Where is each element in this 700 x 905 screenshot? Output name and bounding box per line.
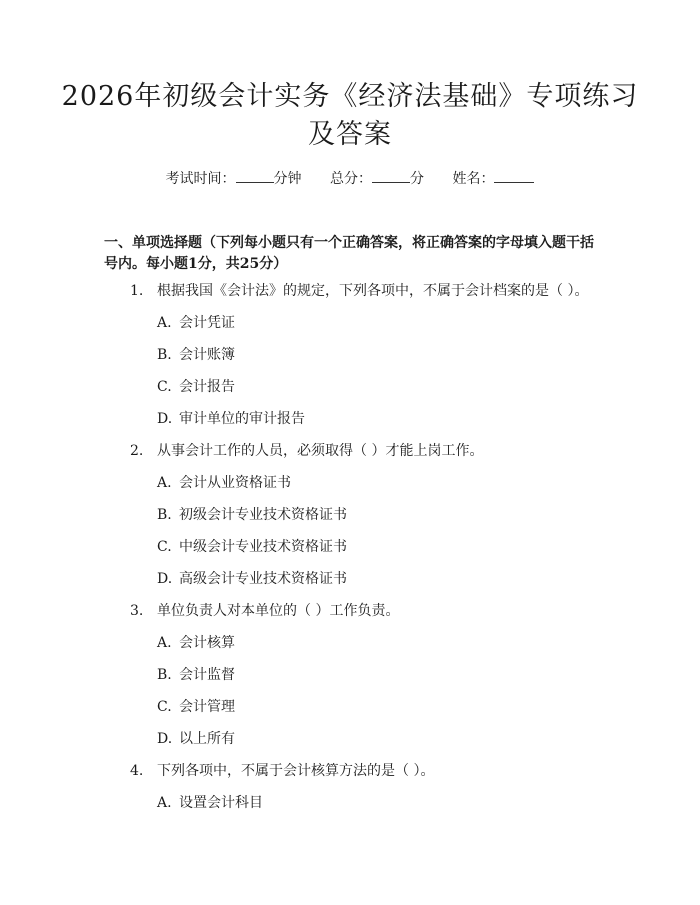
option-letter: C. [157, 539, 172, 555]
question-number: 1. [130, 283, 144, 299]
option-letter: D. [157, 571, 173, 587]
option-text: 会计监督 [179, 667, 235, 683]
answer-option [0, 345, 700, 377]
option-text: 以上所有 [179, 731, 235, 747]
option-letter: A. [157, 635, 172, 651]
answer-option [0, 569, 700, 601]
answer-option [0, 505, 700, 537]
option-letter: D. [157, 731, 173, 747]
option-text: 高级会计专业技术资格证书 [179, 571, 347, 587]
option-text: 会计账簿 [179, 347, 235, 363]
document-title: 2026年初级会计实务《经济法基础》专项练习及答案 [61, 81, 639, 150]
answer-option [0, 409, 700, 441]
option-text: 会计报告 [179, 379, 235, 395]
exam-time-unit: 分钟 [273, 171, 302, 187]
question-stem: 从事会计工作的人员，必须取得（ ）才能上岗工作。 [157, 443, 484, 459]
answer-option [0, 665, 700, 697]
question-stem: 根据我国《会计法》的规定，下列各项中，不属于会计档案的是（ ）。 [157, 283, 589, 299]
question-stem: 下列各项中，不属于会计核算方法的是（ ）。 [157, 763, 435, 779]
option-letter: B. [157, 507, 172, 523]
question-number: 4. [130, 763, 144, 779]
question-item [0, 441, 700, 473]
answer-option [0, 729, 700, 761]
option-letter: A. [157, 795, 172, 811]
answer-option [0, 697, 700, 729]
question-number: 3. [130, 603, 144, 619]
name-blank [494, 168, 534, 183]
answer-option [0, 473, 700, 505]
option-text: 中级会计专业技术资格证书 [179, 539, 347, 555]
answer-option [0, 313, 700, 345]
option-letter: A. [157, 475, 172, 491]
total-score-field [330, 168, 424, 189]
total-score-blank [372, 168, 410, 183]
option-text: 会计从业资格证书 [179, 475, 291, 491]
exam-time-label: 考试时间： [165, 171, 236, 187]
answer-option [0, 377, 700, 409]
option-letter: D. [157, 411, 173, 427]
name-label: 姓名： [452, 171, 495, 187]
exam-time-field [166, 168, 302, 189]
option-text: 会计管理 [179, 699, 235, 715]
answer-option [0, 537, 700, 569]
option-text: 审计单位的审计报告 [179, 411, 305, 427]
option-letter: C. [157, 379, 172, 395]
option-letter: B. [157, 667, 172, 683]
exam-info-line [0, 168, 700, 189]
question-item [0, 281, 700, 313]
question-list [0, 281, 700, 825]
option-text: 会计核算 [179, 635, 235, 651]
question-item [0, 601, 700, 633]
name-field [452, 168, 534, 189]
total-score-unit: 分 [410, 171, 424, 187]
option-letter: B. [157, 347, 172, 363]
exam-time-blank [236, 168, 274, 183]
question-number: 2. [130, 443, 144, 459]
option-letter: C. [157, 699, 172, 715]
total-score-label: 总分： [330, 171, 372, 187]
option-letter: A. [157, 315, 172, 331]
answer-option [0, 633, 700, 665]
question-stem: 单位负责人对本单位的（ ）工作负责。 [157, 603, 400, 619]
option-text: 会计凭证 [179, 315, 235, 331]
answer-option [0, 793, 700, 825]
section-heading: 一、单项选择题（下列每小题只有一个正确答案，将正确答案的字母填入题干括号内。每小题1分，共25分） [104, 235, 594, 272]
option-text: 初级会计专业技术资格证书 [179, 507, 347, 523]
option-text: 设置会计科目 [179, 795, 263, 811]
question-item [0, 761, 700, 793]
